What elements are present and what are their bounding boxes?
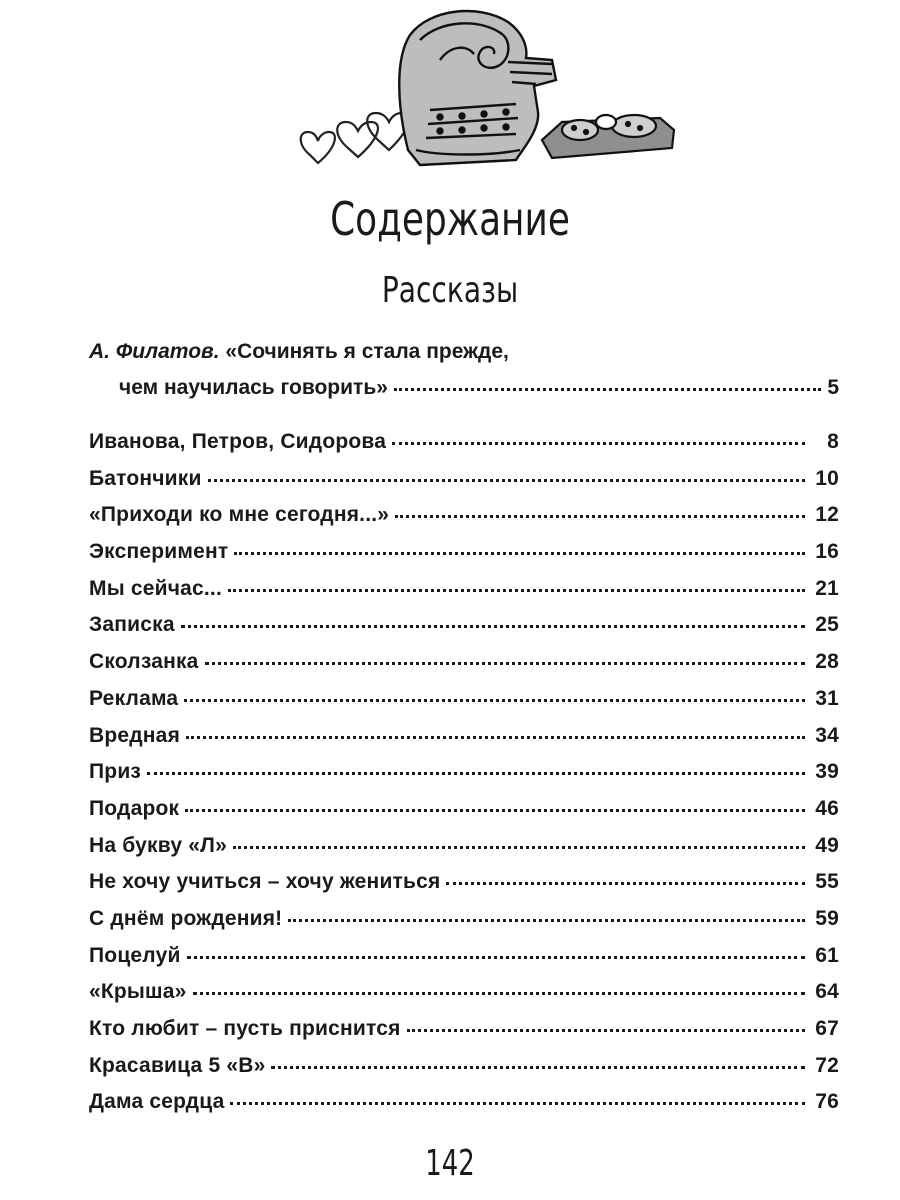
lead-entry-line1 [89,334,839,370]
dot-leader [147,772,805,775]
dot-leader [271,1066,805,1069]
toc-entry-title: Красавица 5 «В» [89,1053,266,1077]
toc-entry-title: Сколзанка [89,650,199,674]
toc-entry [89,901,839,938]
toc-entry-title: Эксперимент [89,540,229,564]
dot-leader [230,1102,805,1105]
dot-leader [186,736,805,739]
section-title: Рассказы [381,270,519,311]
toc-entry-page: 72 [815,1053,839,1077]
toc-entry-page: 34 [815,723,839,747]
dot-leader [184,699,805,702]
toc-entry-title: Поцелуй [89,943,181,967]
toc-entry-page: 64 [815,980,839,1004]
page-title: Содержание [330,192,570,246]
toc-entry-page: 61 [815,943,839,967]
lead-entry-title-continued: чем научилась говорить» [119,376,388,399]
toc-entry-title: Батончики [89,466,202,490]
dot-leader [288,919,805,922]
toc-entry-title: Иванова, Петров, Сидорова [89,430,387,453]
toc-entry-page: 8 [827,430,839,453]
toc-entry [89,607,839,644]
toc-entry-title: Мы сейчас... [89,576,222,600]
table-of-contents [89,334,839,1121]
toc-entry-page: 10 [815,466,839,490]
dot-leader [205,662,805,665]
dot-leader [446,882,805,885]
dot-leader [233,846,805,849]
toc-entry-page: 25 [815,613,839,637]
page-number: 142 [425,1143,475,1184]
toc-entry-page: 67 [815,1017,839,1040]
dot-leader [181,625,805,628]
lead-entry-page: 5 [827,376,839,399]
sandwich-icon [542,115,674,158]
toc-entry [89,974,839,1011]
toc-entry [89,828,839,865]
toc-entry-title: С днём рождения! [89,906,283,930]
toc-entry [89,754,839,791]
toc-entry-title: Записка [89,613,175,637]
toc-entry-title: Дама сердца [89,1090,225,1114]
lead-entry-author: А. Филатов. [89,340,220,363]
toc-entry [89,424,839,461]
toc-entry [89,534,839,571]
toc-entry [89,864,839,901]
toc-entry-title: Кто любит – пусть приснится [89,1017,401,1040]
heart-icon [337,122,378,157]
heart-icon [301,132,335,163]
knight-helmet-icon [399,11,556,165]
toc-entry-title: Подарок [89,796,180,820]
toc-entry [89,1011,839,1048]
toc-entry-page: 31 [815,686,839,710]
toc-entry-title: Приз [89,760,142,784]
toc-entry [89,1084,839,1121]
toc-entry-page: 49 [815,833,839,857]
dot-leader [392,442,805,445]
toc-entry-page: 59 [815,906,839,930]
dot-leader [234,552,805,555]
toc-entry-title: «Приходи ко мне сегодня...» [89,503,390,527]
toc-entry [89,644,839,681]
lead-entry-line2 [89,370,839,406]
dot-leader [395,515,805,518]
header-illustration [290,0,690,185]
toc-entry-page: 16 [815,540,839,564]
dot-leader [228,589,805,592]
dot-leader [187,956,805,959]
lead-entry-title: «Сочинять я стала прежде, [225,340,509,363]
dot-leader [394,388,821,391]
toc-entry-title: Реклама [89,686,179,710]
toc-entry-page: 21 [815,576,839,600]
toc-entry-title: Вредная [89,723,181,747]
dot-leader [193,992,805,995]
toc-entry-page: 12 [815,503,839,527]
toc-entry [89,791,839,828]
toc-entry-page: 76 [815,1090,839,1114]
toc-entry [89,938,839,975]
toc-entry [89,718,839,755]
toc-entry [89,571,839,608]
toc-entry-title: Не хочу учиться – хочу жениться [89,870,441,894]
dot-leader [185,809,805,812]
toc-entry [89,1048,839,1085]
toc-entry-page: 55 [815,870,839,894]
toc-entry-page: 46 [815,796,839,820]
toc-entry [89,497,839,534]
toc-entry-page: 39 [815,760,839,784]
toc-entry [89,681,839,718]
toc-entry-title: На букву «Л» [89,833,227,857]
dot-leader [208,479,805,482]
dot-leader [407,1029,805,1032]
toc-entry-page: 28 [815,650,839,674]
toc-entry-title: «Крыша» [89,980,187,1004]
toc-entry [89,461,839,498]
